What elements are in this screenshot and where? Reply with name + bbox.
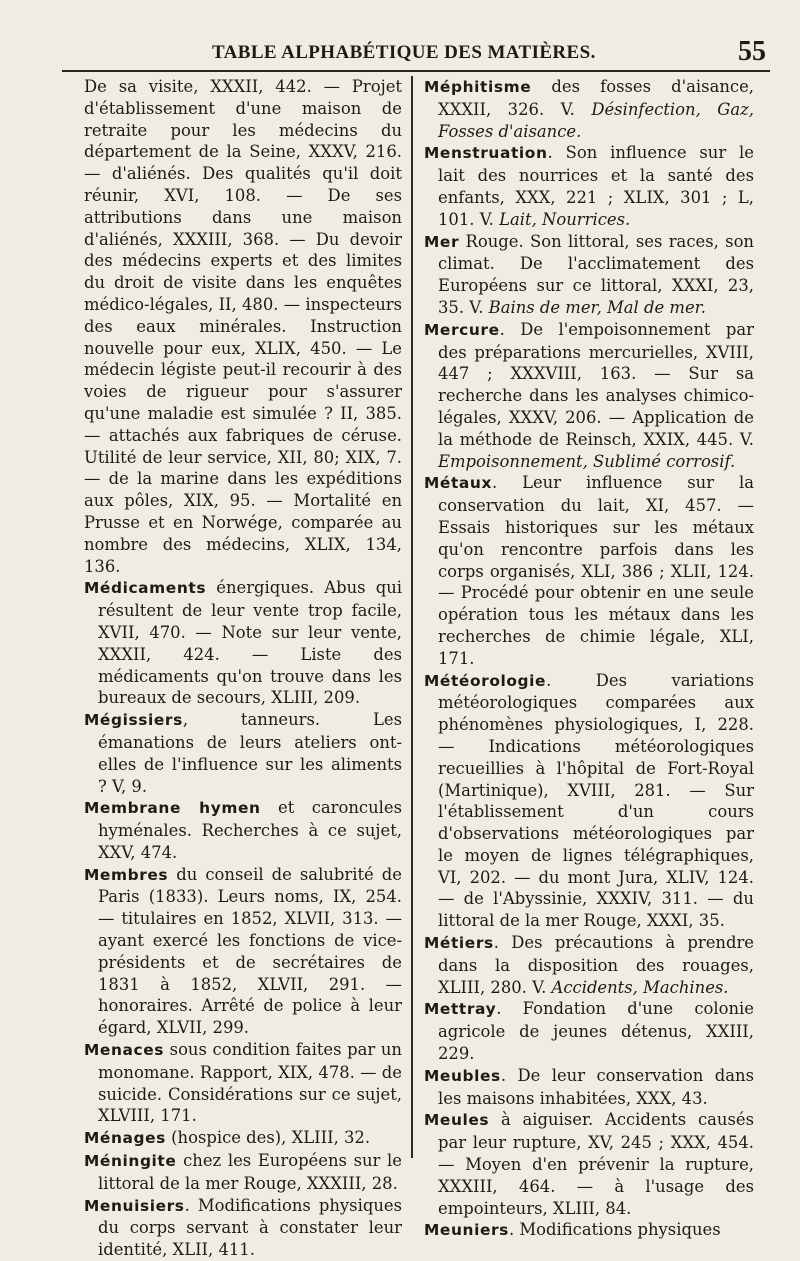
entry-headword: Membrane hymen <box>84 799 261 818</box>
index-entry <box>424 472 754 669</box>
entry-text: à aiguiser. Accidents causés par leur rupture, XV, 245 ; XXX, 454. — Moyen d'en prévenir la rupture, XXXIII, 464. — à l'usage des empointeurs, XLIII, 84. <box>438 1110 754 1218</box>
index-entry <box>84 864 402 1039</box>
entry-headword: Membres <box>84 865 169 884</box>
entry-text: des fosses d'aisance, XXXII, 326. V. <box>438 77 754 119</box>
index-entry <box>424 932 754 998</box>
entry-text: . Des variations météorologiques comparées aux phénomènes physiologiques, I, 228. — Indications météorologiques recueillies à l'hôpital de Fort-Royal (Martinique), XVIII, 281. — Sur l'établissement d'un cours d'observations météorologiques par le moyen de lignes télégraphiques, VI, 202. — du mont Jura, XLIV, 124. — de l'Abyssinie, XXXIV, 311. — du littoral de la mer Rouge, XXXI, 35. <box>438 670 754 931</box>
entry-headword: Meubles <box>424 1066 501 1085</box>
entry-text: , tanneurs. Les émanations de leurs ateliers ont-elles de l'influence sur les aliments ? V, 9. <box>98 710 402 796</box>
entry-headword: Métaux <box>424 474 492 493</box>
entry-headword: Médicaments <box>84 579 207 598</box>
entry-headword: Mégissiers <box>84 711 183 730</box>
index-entry <box>84 1127 402 1150</box>
index-entry <box>424 319 754 473</box>
index-entry <box>84 76 402 577</box>
index-entry <box>424 76 754 142</box>
entry-cross-reference: Empoisonnement, Sublimé corrosif. <box>438 451 736 471</box>
entry-text: énergiques. Abus qui résultent de leur vente trop facile, XVII, 470. — Note sur leur vente, XXXII, 424. — Liste des médicaments qu'on trouve dans les bureaux de secours, XLIII, 209. <box>98 578 402 708</box>
index-entry <box>424 231 754 319</box>
column-divider <box>411 76 413 1158</box>
entry-cross-reference: Bains de mer, Mal de mer. <box>488 297 706 317</box>
index-entry <box>84 577 402 709</box>
entry-headword: Méphitisme <box>424 78 532 96</box>
index-entry <box>84 1150 402 1195</box>
index-entry <box>424 142 754 230</box>
index-entry <box>84 1195 402 1261</box>
left-column <box>84 76 403 1260</box>
index-entry <box>84 709 402 797</box>
entry-headword: Ménages <box>84 1129 166 1148</box>
entry-text: Rouge. Son littoral, ses races, son climat. De l'acclimatement des Européens sur ce littoral, XXXI, 23, 35. V. <box>438 231 754 317</box>
entry-text: du conseil de salubrité de Paris (1833). Leurs noms, IX, 254. — titulaires en 1852, XLVII, 313. — ayant exercé les fonctions de vice-présidents et de secrétaires de 1831 à 1852, XLVII, 291. — honoraires. Arrêté de police à leur égard, XLVII, 299. <box>98 864 402 1038</box>
entry-headword: Menaces <box>84 1041 165 1060</box>
entry-text: (hospice des), XLIII, 32. <box>165 1128 371 1148</box>
running-title: TABLE ALPHABÉTIQUE DES MATIÈRES. <box>212 42 596 63</box>
entry-cross-reference: Lait, Nourrices. <box>499 209 631 229</box>
entry-text: . Des précautions à prendre dans la disposition des rouages, XLIII, 280. V. <box>438 933 754 997</box>
entry-text: chez les Européens sur le littoral de la mer Rouge, XXXIII, 28. <box>98 1151 402 1193</box>
index-entry <box>84 797 402 863</box>
index-entry <box>424 1219 754 1242</box>
entry-text: et caroncules hyménales. Recherches à ce sujet, XXV, 474. <box>98 798 403 862</box>
page-number: 55 <box>738 36 766 67</box>
entry-headword: Meuniers <box>424 1221 509 1240</box>
index-entry <box>424 1065 754 1110</box>
entry-headword: Méningite <box>84 1152 177 1171</box>
right-column <box>424 76 754 1240</box>
entry-text: . De l'empoisonnement par des préparations mercurielles, XVIII, 447 ; XXXVIII, 163. — Sur sa recherche dans les analyses chimico-légales, XXXV, 206. — Application de la méthode de Reinsch, XXIX, 445. V. <box>438 319 754 449</box>
entry-headword: Météorologie <box>424 671 547 690</box>
page-header <box>62 36 770 72</box>
index-entry <box>424 1109 754 1219</box>
entry-text: . Leur influence sur la conservation du lait, XI, 457. — Essais historiques sur les métaux qu'on rencontre parfois dans les corps organisés, XLI, 386 ; XLII, 124. — Procédé pour obtenir en une seule opération tous les métaux dans les recherches de chimie légale, XLI, 171. <box>438 473 754 668</box>
entry-headword: Métiers <box>424 934 494 953</box>
entry-text: sous condition faites par un monomane. Rapport, XIX, 478. — de suicide. Considérations sur ce sujet, XLVIII, 171. <box>98 1040 402 1126</box>
index-entry <box>84 1039 402 1127</box>
entry-text: . Fondation d'une colonie agricole de jeunes détenus, XXIII, 229. <box>438 999 754 1064</box>
entry-text: . Modifications physiques du corps servant à constater leur identité, XLII, 411. <box>98 1195 402 1260</box>
entry-headword: Meules <box>424 1111 490 1130</box>
index-entry <box>424 998 754 1064</box>
entry-text: De sa visite, XXXII, 442. — Projet d'établissement d'une maison de retraite pour les médecins du département de la Seine, XXXV, 216. — d'aliénés. Des qualités qu'il doit réunir, XVI, 108. — De ses attributions dans une maison d'aliénés, XXXIII, 368. — Du devoir des médecins experts et des limites du droit de visite dans les enquêtes médico-légales, II, 480. — inspecteurs des eaux minérales. Instruction nouvelle pour eux, XLIX, 450. — Le médecin légiste peut-il recourir à des voies de rigueur pour s'assurer qu'une maladie est simulée ? II, 385. — attachés aux fabriques de céruse. Utilité de leur service, XII, 80; XIX, 7. — de la marine dans les expéditions aux pôles, XIX, 95. — Mortalité en Prusse et en Norwége, comparée au nombre des médecins, XLIX, 134, 136. <box>84 77 402 576</box>
entry-text: . Son influence sur le lait des nourrices et la santé des enfants, XXX, 221 ; XLIX, 301 ; L, 101. V. <box>438 143 754 229</box>
entry-cross-reference: Accidents, Machines. <box>551 977 729 997</box>
index-entry <box>424 670 754 933</box>
entry-text: . Modifications physiques <box>508 1220 721 1240</box>
entry-cross-reference: Désinfection, Gaz, Fosses d'aisance. <box>438 99 754 141</box>
entry-headword: Mettray <box>424 1000 497 1019</box>
entry-headword: Menstruation <box>424 144 548 163</box>
entry-headword: Mercure <box>424 320 500 339</box>
entry-headword: Menuisiers <box>84 1196 185 1215</box>
entry-headword: Mer <box>424 232 460 251</box>
entry-text: . De leur conservation dans les maisons inhabitées, XXX, 43. <box>438 1065 754 1108</box>
